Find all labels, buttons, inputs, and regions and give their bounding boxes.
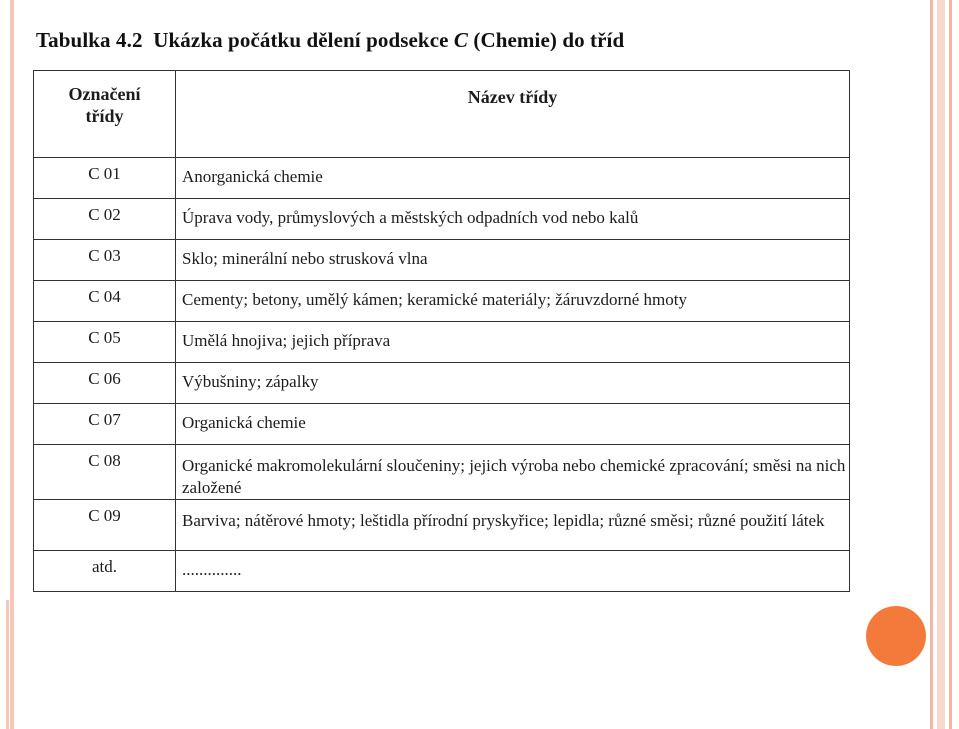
classification-table (33, 70, 850, 592)
row-name: Anorganická chemie (176, 158, 850, 199)
row-code: C 02 (34, 199, 176, 240)
table-header-row (34, 71, 850, 158)
slide-right-stripe-outer (949, 0, 952, 729)
table-row (34, 445, 850, 500)
table-row (34, 281, 850, 322)
table-row (34, 322, 850, 363)
row-name: .............. (176, 551, 850, 592)
row-code: C 09 (34, 500, 176, 551)
header-code-line1: Označení (68, 84, 141, 104)
row-name: Organická chemie (176, 404, 850, 445)
slide-left-stripe-lower (6, 600, 9, 729)
row-code: C 07 (34, 404, 176, 445)
table-row (34, 158, 850, 199)
caption-text-before: Ukázka počátku dělení podsekce (153, 28, 454, 52)
row-code: C 01 (34, 158, 176, 199)
accent-circle (866, 606, 926, 666)
row-name: Sklo; minerální nebo strusková vlna (176, 240, 850, 281)
row-name: Cementy; betony, umělý kámen; keramické materiály; žáruvzdorné hmoty (176, 281, 850, 322)
slide-right-stripe-wide (937, 0, 945, 729)
table-row (34, 551, 850, 592)
table-row (34, 500, 850, 551)
slide-left-stripe (10, 0, 14, 729)
table-row (34, 363, 850, 404)
row-code: C 08 (34, 445, 176, 500)
caption-subsection-letter: C (453, 28, 469, 52)
table-row (34, 404, 850, 445)
row-name: Organické makromolekulární sloučeniny; jejich výroba nebo chemické zpracování; směsi na nich založené (176, 445, 850, 500)
header-code (34, 71, 176, 158)
row-name: Výbušniny; zápalky (176, 363, 850, 404)
header-name: Název třídy (176, 71, 850, 158)
row-code: C 03 (34, 240, 176, 281)
row-code: atd. (34, 551, 176, 592)
row-code: C 04 (34, 281, 176, 322)
header-code-line2: třídy (85, 106, 124, 126)
slide-right-stripe (930, 0, 933, 729)
row-code: C 06 (34, 363, 176, 404)
row-name: Umělá hnojiva; jejich příprava (176, 322, 850, 363)
table-caption (36, 28, 624, 53)
caption-number: Tabulka 4.2 (36, 28, 143, 52)
table-row (34, 199, 850, 240)
caption-text-after: (Chemie) do tříd (468, 28, 625, 52)
row-name: Barviva; nátěrové hmoty; leštidla přírodní pryskyřice; lepidla; různé směsi; různé použití látek (176, 500, 850, 551)
row-code: C 05 (34, 322, 176, 363)
table-row (34, 240, 850, 281)
row-name: Úprava vody, průmyslových a městských odpadních vod nebo kalů (176, 199, 850, 240)
